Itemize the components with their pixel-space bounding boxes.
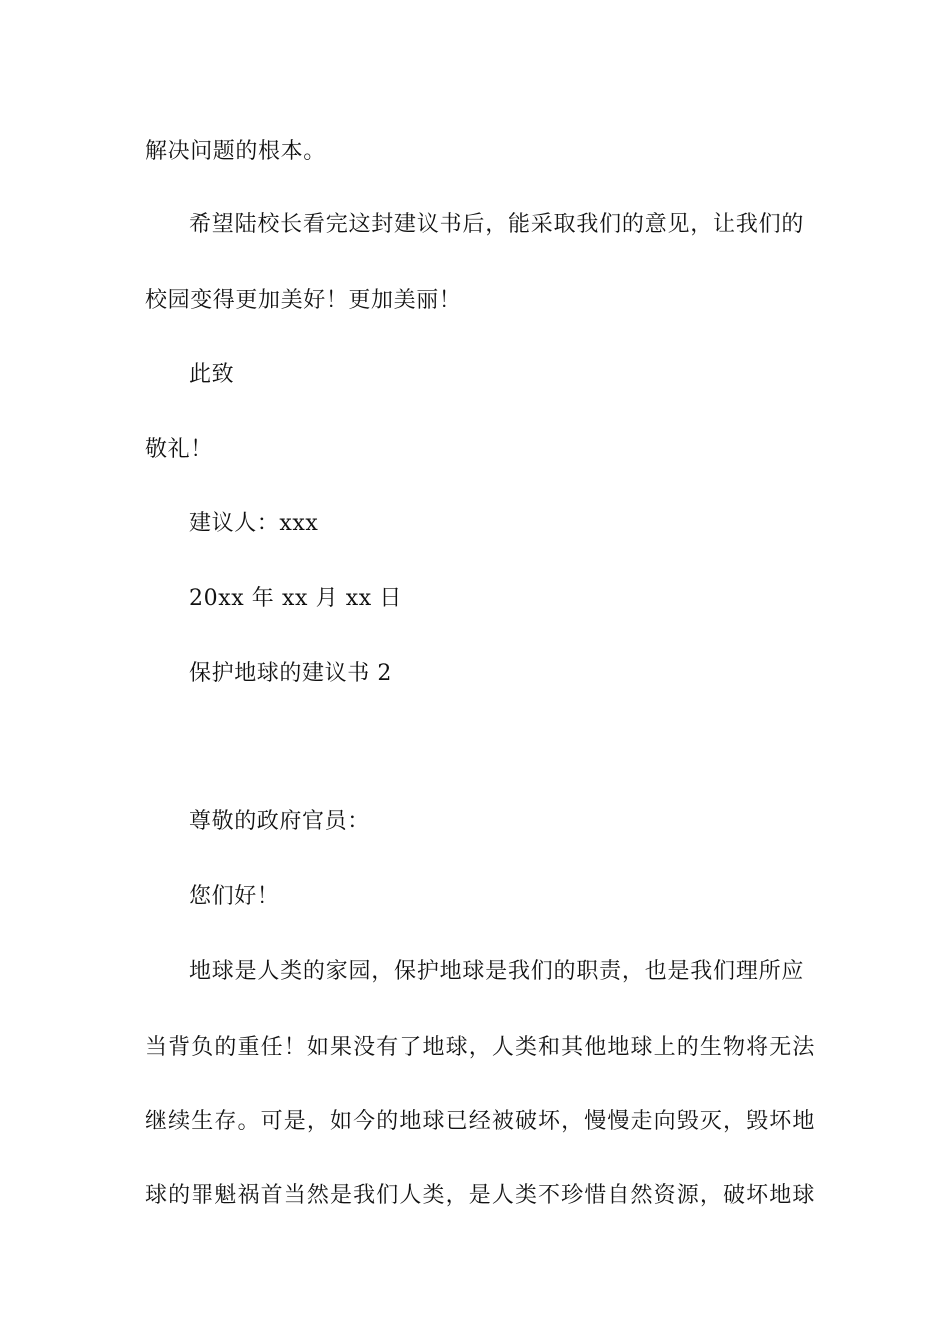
section-title: 保护地球的建议书 2 [189, 661, 392, 686]
closing-line: 敬礼！ [145, 437, 213, 462]
signer-line: 建议人：xxx [189, 511, 319, 536]
recipient-line: 尊敬的政府官员： [189, 809, 370, 834]
body-line-1: 地球是人类的家园，保护地球是我们的职责，也是我们理所应 [189, 959, 804, 984]
text-line-1: 解决问题的根本。 [145, 139, 326, 164]
text-line-3: 校园变得更加美好！更加美丽！ [145, 288, 462, 313]
body-line-3: 继续生存。可是，如今的地球已经被破坏，慢慢走向毁灭，毁坏地 [145, 1109, 815, 1134]
date-line: 20xx 年 xx 月 xx 日 [189, 586, 403, 611]
body-line-2: 当背负的重任！如果没有了地球，人类和其他地球上的生物将无法 [145, 1035, 815, 1060]
salutation-line: 此致 [189, 362, 235, 387]
greeting-line: 您们好！ [189, 884, 280, 909]
body-line-4: 球的罪魁祸首当然是我们人类，是人类不珍惜自然资源，破坏地球 [145, 1183, 815, 1208]
text-line-2: 希望陆校长看完这封建议书后，能采取我们的意见，让我们的 [189, 212, 804, 237]
